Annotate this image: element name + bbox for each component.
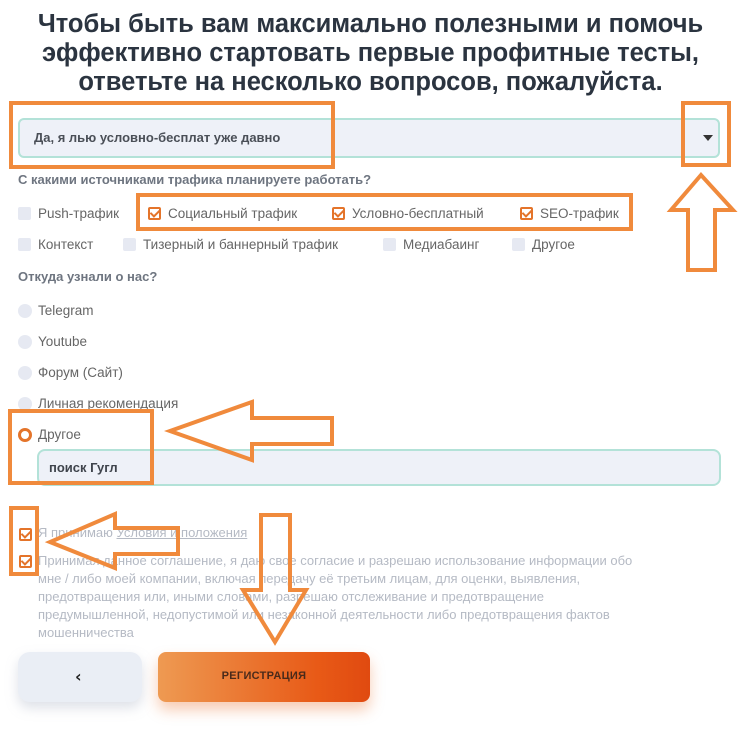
chevron-left-icon: ‹ bbox=[75, 667, 82, 686]
option-label: Другое bbox=[38, 427, 81, 442]
experience-select-value: Да, я лью условно-бесплат уже давно bbox=[34, 130, 281, 145]
option-label: Социальный трафик bbox=[168, 206, 298, 221]
arrow-down-icon bbox=[243, 515, 306, 642]
title-line: ответьте на несколько вопросов, пожалуйста. bbox=[78, 68, 663, 96]
terms-link[interactable]: Условия и положения bbox=[116, 525, 248, 540]
option-label: Telegram bbox=[38, 303, 94, 318]
arrow-left-icon bbox=[170, 402, 332, 460]
traffic-question-label: С какими источниками трафика планируете работать? bbox=[18, 172, 372, 187]
option-label: Форум (Сайт) bbox=[38, 365, 123, 380]
option-label: Контекст bbox=[38, 237, 94, 252]
title-line: эффективно стартовать первые профитные тесты, bbox=[41, 39, 700, 67]
option-label: Тизерный и баннерный трафик bbox=[143, 237, 339, 252]
option-label: Условно-бесплатный bbox=[352, 206, 484, 221]
arrow-up-icon bbox=[671, 175, 733, 270]
arrow-left-icon bbox=[50, 514, 178, 568]
title-line: Чтобы быть вам максимально полезными и помочь bbox=[37, 10, 704, 38]
option-label: Push-трафик bbox=[38, 206, 120, 221]
consent-text: Принимая данное соглашение, я даю свое согласие и разрешаю использование информации обо мне / либо моей компании, включая передачу её третьим лицам, для оценки, выявления, предотвращения или, иными словами, разрешаю отслеживание и предотвращение предумышленной, недопустимой или незаконной деятельности либо предотвращения фактов мошенничества bbox=[38, 553, 633, 640]
register-button-label: РЕГИСТРАЦИЯ bbox=[221, 670, 307, 682]
option-label: Youtube bbox=[38, 334, 88, 349]
option-label: Другое bbox=[532, 237, 575, 252]
source-question-label: Откуда узнали о нас? bbox=[18, 269, 158, 284]
option-label: Медиабаинг bbox=[403, 237, 480, 252]
terms-prefix: Я принимаю bbox=[38, 525, 117, 540]
option-label: SEO-трафик bbox=[540, 206, 619, 221]
source-other-value: поиск Гугл bbox=[49, 460, 118, 475]
option-label: Личная рекомендация bbox=[38, 396, 179, 411]
